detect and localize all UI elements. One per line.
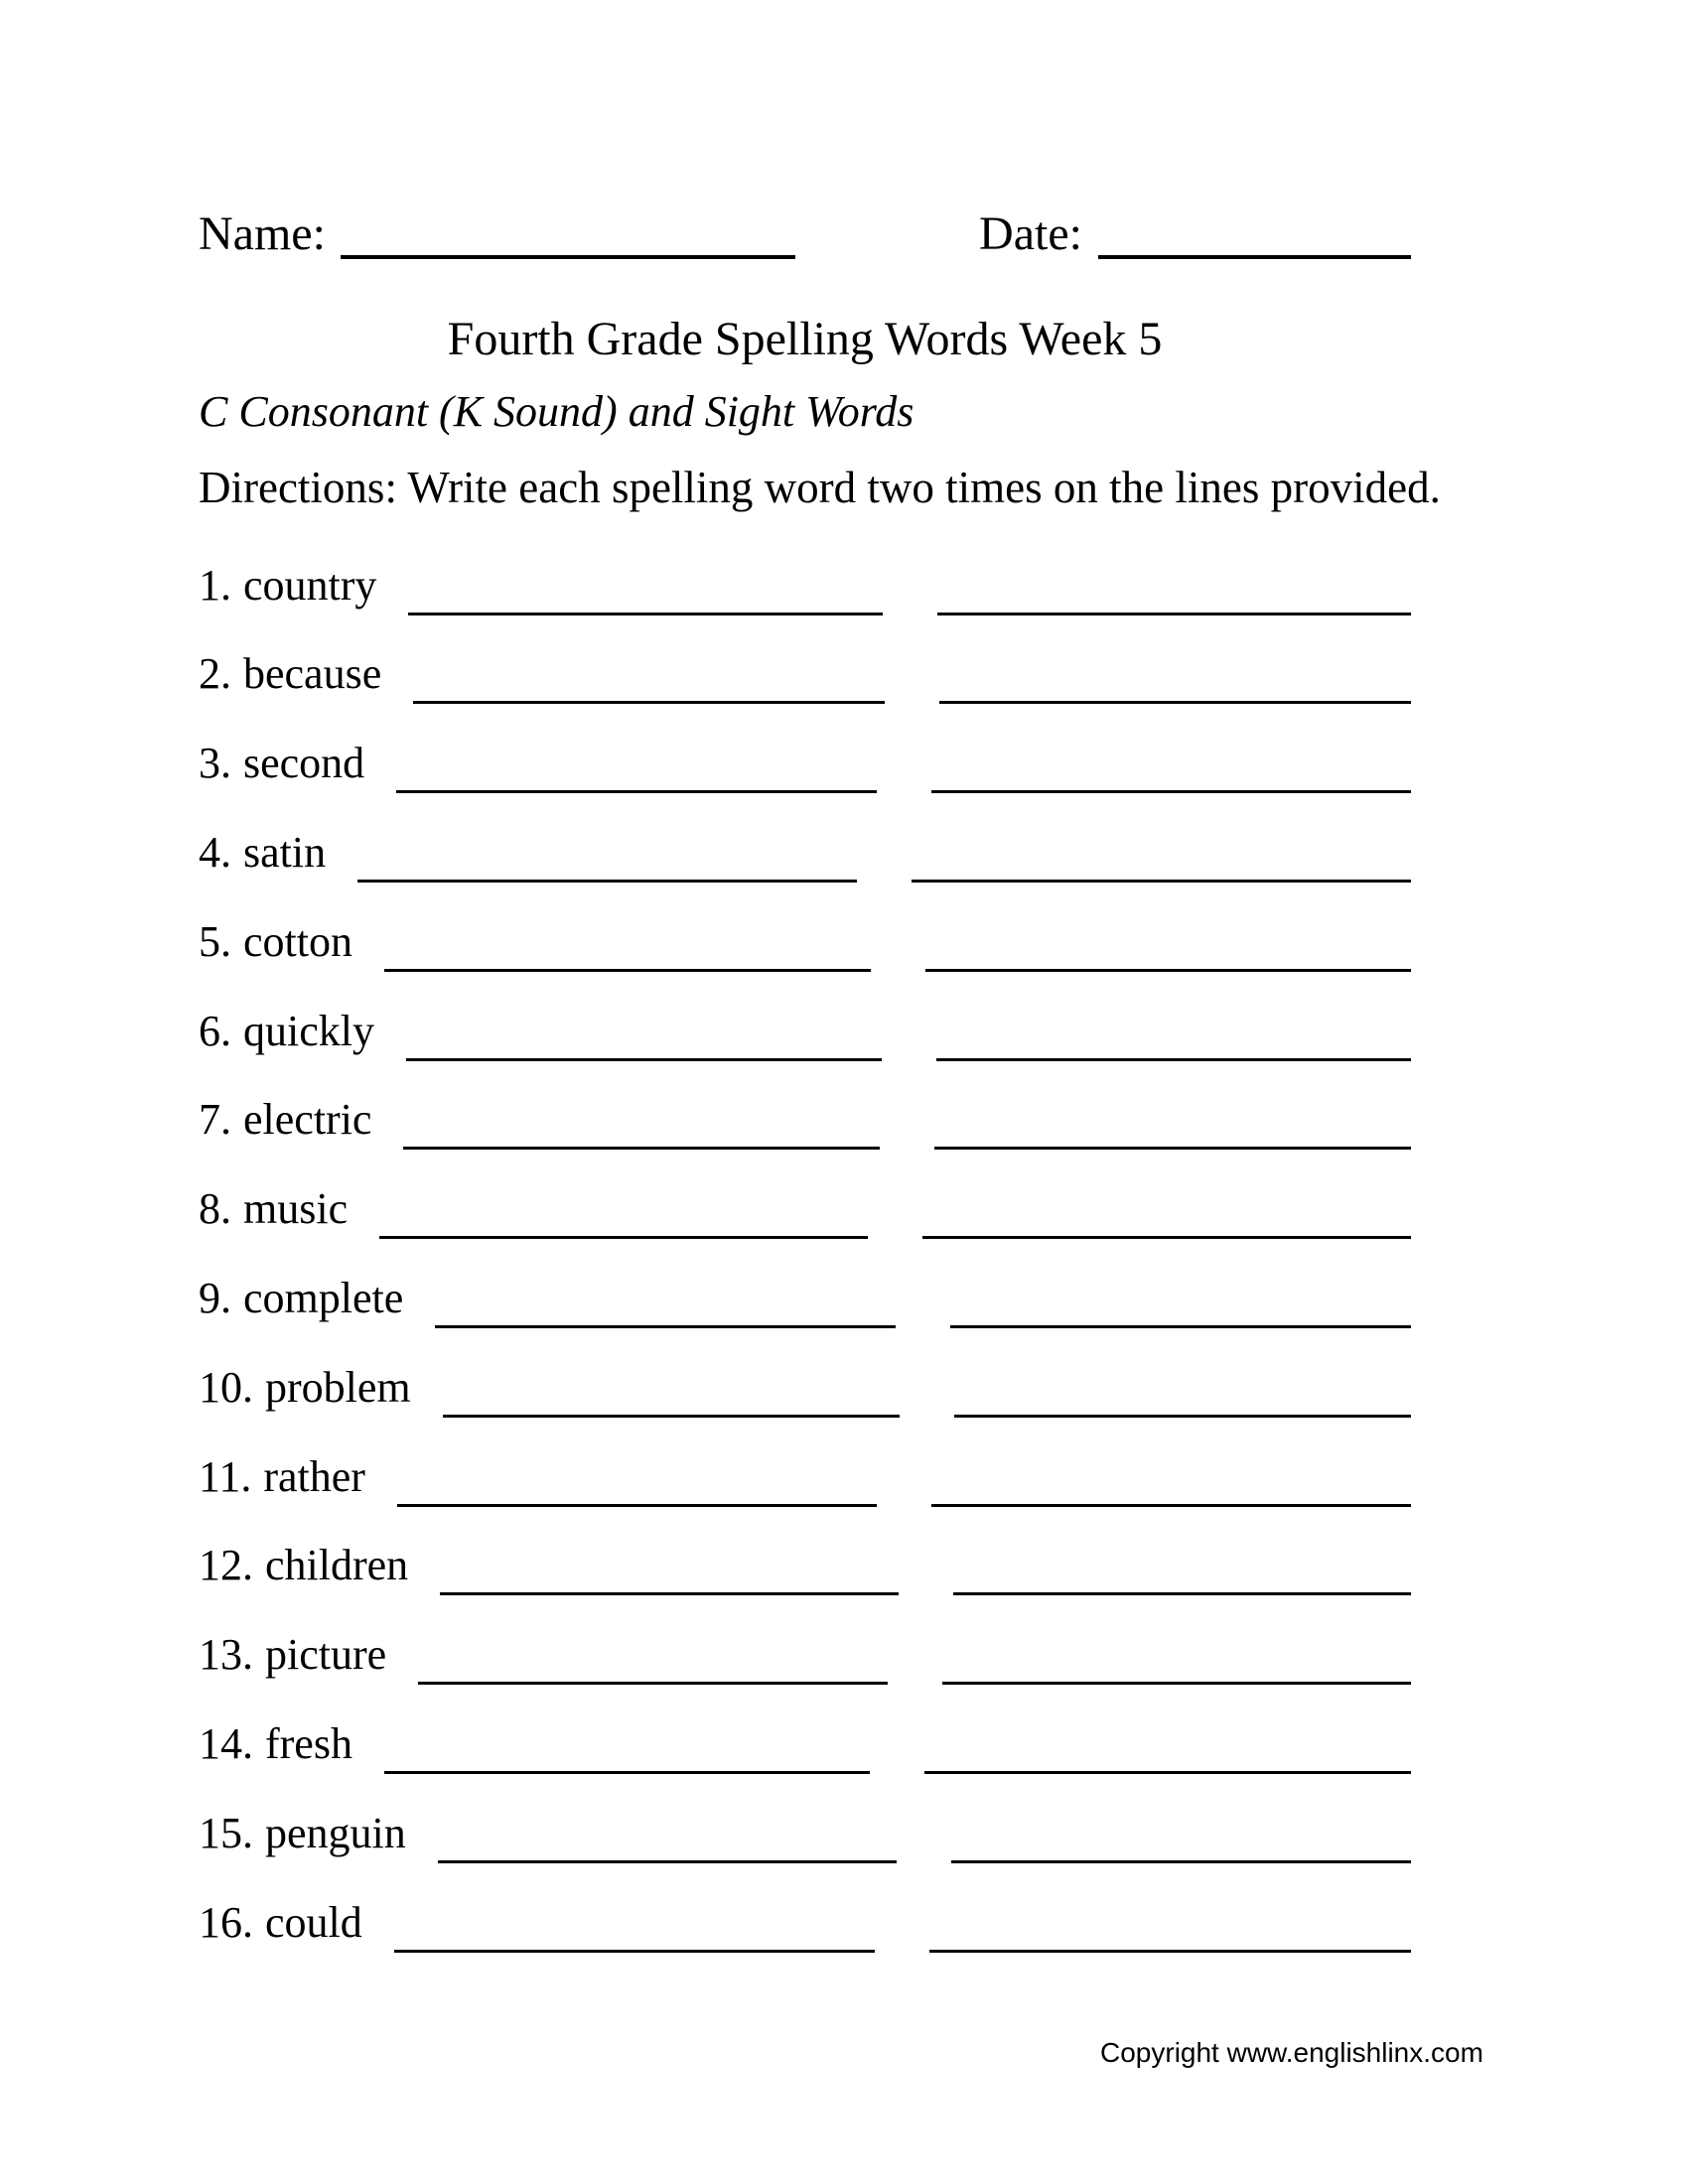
answer-line-1[interactable] — [406, 1058, 882, 1061]
answer-line-1[interactable] — [408, 613, 882, 615]
spelling-word-row — [199, 1808, 1411, 1860]
word-text: satin — [243, 827, 327, 877]
word-number: 6. — [199, 1006, 231, 1055]
word-number: 5. — [199, 916, 231, 966]
word-text: complete — [243, 1273, 404, 1322]
answer-line-2[interactable] — [934, 1147, 1411, 1150]
word-number: 3. — [199, 739, 231, 788]
word-text: country — [243, 560, 377, 610]
name-input-line[interactable] — [341, 255, 795, 259]
word-number: 11. — [199, 1451, 252, 1501]
word-text: problem — [265, 1362, 411, 1412]
answer-line-2[interactable] — [951, 1860, 1411, 1863]
answer-line-1[interactable] — [443, 1415, 900, 1418]
spelling-word-list — [199, 560, 1411, 1950]
word-text: cotton — [243, 916, 352, 966]
category-subtitle: C Consonant (K Sound) and Sight Words — [199, 386, 914, 436]
answer-line-2[interactable] — [912, 880, 1411, 883]
word-number: 2. — [199, 649, 231, 699]
word-number: 13. — [199, 1630, 253, 1680]
answer-line-2[interactable] — [925, 969, 1412, 972]
word-text: because — [243, 649, 382, 699]
spelling-word-row — [199, 827, 1411, 880]
answer-line-1[interactable] — [357, 880, 857, 883]
spelling-word-row — [199, 1540, 1411, 1592]
word-number: 14. — [199, 1718, 253, 1768]
word-text: picture — [265, 1630, 387, 1680]
answer-line-2[interactable] — [936, 1058, 1412, 1061]
answer-line-1[interactable] — [413, 701, 885, 704]
word-text: rather — [263, 1451, 365, 1501]
spelling-word-row — [199, 1629, 1411, 1682]
word-number: 8. — [199, 1184, 231, 1234]
answer-line-2[interactable] — [953, 1592, 1411, 1595]
answer-line-1[interactable] — [438, 1860, 898, 1863]
word-number: 15. — [199, 1808, 253, 1857]
spelling-word-row — [199, 738, 1411, 790]
answer-line-1[interactable] — [396, 790, 876, 793]
answer-line-2[interactable] — [942, 1682, 1411, 1685]
name-label: Name: — [199, 207, 326, 260]
spelling-word-row — [199, 1094, 1411, 1147]
answer-line-1[interactable] — [384, 1771, 871, 1774]
answer-line-2[interactable] — [922, 1236, 1411, 1239]
answer-line-1[interactable] — [418, 1682, 887, 1685]
word-number: 10. — [199, 1362, 253, 1412]
answer-line-2[interactable] — [954, 1415, 1411, 1418]
spelling-word-row — [199, 648, 1411, 701]
spelling-word-row — [199, 1273, 1411, 1325]
answer-line-1[interactable] — [403, 1147, 880, 1150]
word-text: could — [265, 1897, 362, 1947]
word-text: second — [243, 739, 365, 788]
date-label: Date: — [979, 207, 1082, 260]
answer-line-2[interactable] — [929, 1950, 1411, 1953]
word-text: electric — [243, 1095, 372, 1145]
word-number: 12. — [199, 1541, 253, 1590]
word-number: 4. — [199, 827, 231, 877]
answer-line-2[interactable] — [931, 790, 1411, 793]
spelling-word-row — [199, 916, 1411, 969]
spelling-word-row — [199, 1183, 1411, 1236]
spelling-word-row — [199, 1362, 1411, 1415]
word-text: quickly — [243, 1006, 374, 1055]
word-text: penguin — [265, 1808, 406, 1857]
date-field-group — [979, 206, 1411, 261]
word-text: children — [265, 1541, 409, 1590]
word-number: 9. — [199, 1273, 231, 1322]
spelling-word-row — [199, 1718, 1411, 1771]
copyright-text: Copyright www.englishlinx.com — [1100, 2037, 1483, 2068]
answer-line-1[interactable] — [397, 1504, 877, 1507]
answer-line-1[interactable] — [435, 1325, 896, 1328]
answer-line-2[interactable] — [931, 1504, 1411, 1507]
word-text: music — [243, 1184, 349, 1234]
word-text: fresh — [265, 1718, 352, 1768]
word-number: 7. — [199, 1095, 231, 1145]
answer-line-1[interactable] — [384, 969, 871, 972]
spelling-word-row — [199, 1451, 1411, 1504]
name-field-group — [199, 206, 795, 261]
spelling-word-row — [199, 1897, 1411, 1950]
answer-line-2[interactable] — [937, 613, 1411, 615]
answer-line-1[interactable] — [379, 1236, 868, 1239]
date-input-line[interactable] — [1098, 255, 1411, 259]
header — [199, 0, 1411, 261]
answer-line-2[interactable] — [924, 1771, 1411, 1774]
answer-line-1[interactable] — [440, 1592, 898, 1595]
answer-line-2[interactable] — [939, 701, 1411, 704]
spelling-word-row — [199, 560, 1411, 613]
spelling-word-row — [199, 1006, 1411, 1058]
word-number: 1. — [199, 560, 231, 610]
directions-text: Directions: Write each spelling word two times on the lines provided. — [199, 462, 1441, 512]
page-title: Fourth Grade Spelling Words Week 5 — [447, 313, 1163, 366]
word-number: 16. — [199, 1897, 253, 1947]
answer-line-2[interactable] — [950, 1325, 1411, 1328]
answer-line-1[interactable] — [394, 1950, 876, 1953]
